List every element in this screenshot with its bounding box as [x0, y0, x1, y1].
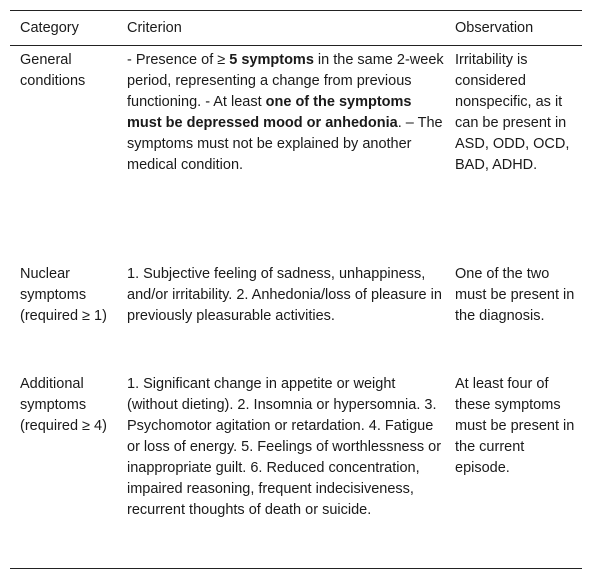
table-row — [10, 46, 582, 260]
row-criterion: 1. Subjective feeling of sadness, unhappiness, and/or irritability. 2. Anhedonia/loss of pleasure in previously pleasurable activities. — [127, 266, 442, 324]
row-category: General conditions — [20, 52, 86, 89]
table-row — [10, 370, 582, 568]
row-criterion — [127, 50, 455, 176]
row-observation: At least four of these symptoms must be present in the current episode. — [455, 376, 575, 476]
row-observation: Irritability is considered nonspecific, as it can be present in ASD, ODD, OCD, BAD, ADHD. — [455, 52, 570, 173]
header-category: Category — [20, 19, 79, 36]
row-criterion: 1. Significant change in appetite or weight (without dieting). 2. Insomnia or hypersomnia. 3. Psychomotor agitation or retardation. 4. Fatigue or loss of energy. 5. Feelings of worthlessness or inappropriate guilt. 6. Reduced concentration, impaired reasoning, frequent indecisiveness, recurrent thoughts of death or suicide. — [127, 376, 442, 518]
row-category: Nuclear symptoms (required ≥ 1) — [20, 266, 107, 324]
table-header-row — [10, 11, 582, 46]
criterion-text: . – The symptoms must not be explained by another medical condition. — [127, 115, 443, 173]
criterion-text: - Presence of ≥ — [127, 52, 230, 68]
row-observation: One of the two must be present in the diagnosis. — [455, 266, 575, 324]
header-criterion: Criterion — [127, 19, 182, 36]
row-category: Additional symptoms (required ≥ 4) — [20, 376, 107, 434]
criterion-text: in the same 2-week period, representing a change from previous functioning. - At least — [127, 52, 444, 110]
table-row — [10, 260, 582, 370]
criterion-bold-text: 5 symptoms — [229, 52, 314, 68]
header-observation: Observation — [455, 19, 534, 36]
criterion-bold-text: one of the symptoms must be depressed mood or anhedonia — [127, 94, 412, 131]
criteria-table — [10, 10, 582, 569]
